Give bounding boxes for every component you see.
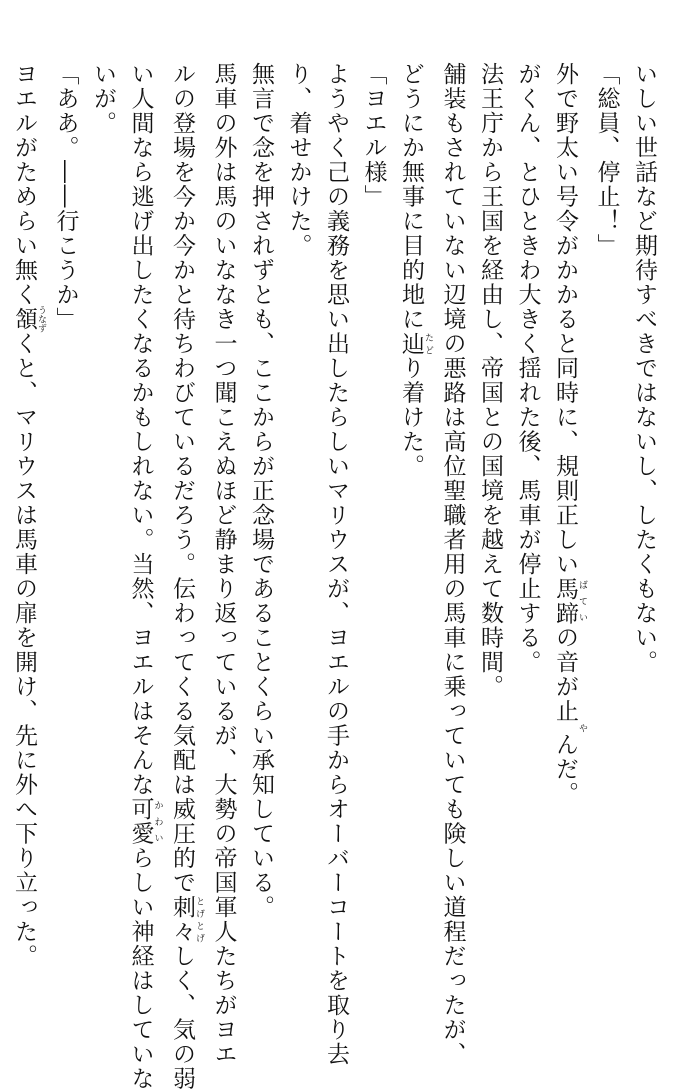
text-line bbox=[84, 62, 122, 962]
text-line bbox=[433, 62, 471, 1067]
text-segment: しく、気の弱 bbox=[169, 944, 195, 1091]
text-segment: ヨエルがためらい無く bbox=[11, 62, 37, 307]
text-line bbox=[546, 62, 588, 962]
ruby-base: 馬蹄 bbox=[552, 576, 578, 626]
text-segment: 馬車の外は馬のいななき一つ聞こえぬほど静まり返っているが、大勢の帝国軍人たちがヨエ bbox=[210, 62, 237, 1067]
ruby-base: 辿 bbox=[398, 331, 424, 356]
text-line bbox=[625, 62, 663, 962]
text-segment: くと、マリウスは馬車の扉を開け、先に外へ下り立った。 bbox=[11, 331, 37, 969]
text-segment: ルの登場を今か今かと待ちわびているだろう。伝わってくる気配は威圧的で bbox=[169, 62, 195, 895]
ruby-annotation bbox=[552, 576, 587, 626]
text-line bbox=[354, 62, 392, 962]
text-segment: い人間なら逃げ出したくなるかもしれない。当然、ヨエルはそんな bbox=[127, 62, 154, 797]
text-line bbox=[587, 62, 625, 962]
text-line bbox=[508, 62, 546, 962]
text-line bbox=[204, 62, 242, 1067]
ruby-annotation bbox=[398, 331, 433, 357]
text-line bbox=[5, 62, 47, 969]
ruby-reading: たど bbox=[423, 331, 433, 356]
text-segment: いが。 bbox=[90, 62, 116, 136]
ruby-annotation bbox=[11, 305, 46, 333]
text-segment: り着けた。 bbox=[398, 356, 424, 479]
text-segment: らしい神経はしていな bbox=[127, 846, 154, 1091]
text-line bbox=[279, 62, 317, 962]
text-segment: 「総員、停止！」 bbox=[593, 62, 620, 258]
text-segment: の音が止 bbox=[552, 625, 578, 724]
text-segment: 外で野太い号令がかかると同時に、規則正しい bbox=[552, 62, 578, 577]
text-segment: り、着せかけた。 bbox=[285, 62, 312, 258]
text-line bbox=[163, 62, 205, 1091]
ruby-reading: うなず bbox=[36, 305, 46, 333]
ruby-base: 可愛 bbox=[127, 797, 154, 846]
vertical-text-body bbox=[11, 62, 662, 1091]
text-segment: 「ヨエル様」 bbox=[360, 62, 387, 209]
ruby-reading: かわい bbox=[152, 797, 163, 846]
text-line bbox=[242, 62, 280, 962]
text-line bbox=[317, 62, 355, 1067]
text-segment: どうにか無事に目的地に bbox=[398, 62, 424, 332]
ruby-annotation bbox=[169, 895, 204, 944]
text-line bbox=[121, 62, 163, 1091]
ruby-reading: とげとげ bbox=[194, 895, 204, 944]
text-segment: 無言で念を押されずとも、ここからが正念場であることくらい承知している。 bbox=[248, 62, 274, 920]
text-segment: ようやく己の義務を思い出したらしいマリウスが、ヨエルの手からオーバーコートを取り去 bbox=[323, 62, 349, 1067]
ruby-annotation bbox=[552, 723, 587, 733]
text-segment: 「ああ。――行こうか」 bbox=[52, 62, 79, 332]
text-line bbox=[471, 62, 509, 962]
ruby-base: 刺々 bbox=[169, 895, 195, 944]
ruby-reading: ばてい bbox=[577, 576, 587, 626]
text-line bbox=[46, 62, 84, 962]
text-line bbox=[392, 62, 434, 962]
ruby-reading: や bbox=[577, 723, 587, 733]
text-segment: いしい世話など期待すべきではないし、したくもない。 bbox=[631, 62, 657, 675]
text-segment: 舗装もされていない辺境の悪路は高位聖職者用の馬車に乗っていても険しい道程だったが、 bbox=[439, 62, 466, 1067]
text-segment: 法王庁から王国を経由し、帝国との国境を越えて数時間。 bbox=[477, 62, 503, 699]
text-segment: がくん、とひときわ大きく揺れた後、馬車が停止する。 bbox=[514, 62, 541, 675]
ruby-annotation bbox=[127, 797, 163, 846]
text-segment: んだ。 bbox=[552, 732, 578, 806]
ruby-base: 頷 bbox=[11, 305, 37, 333]
